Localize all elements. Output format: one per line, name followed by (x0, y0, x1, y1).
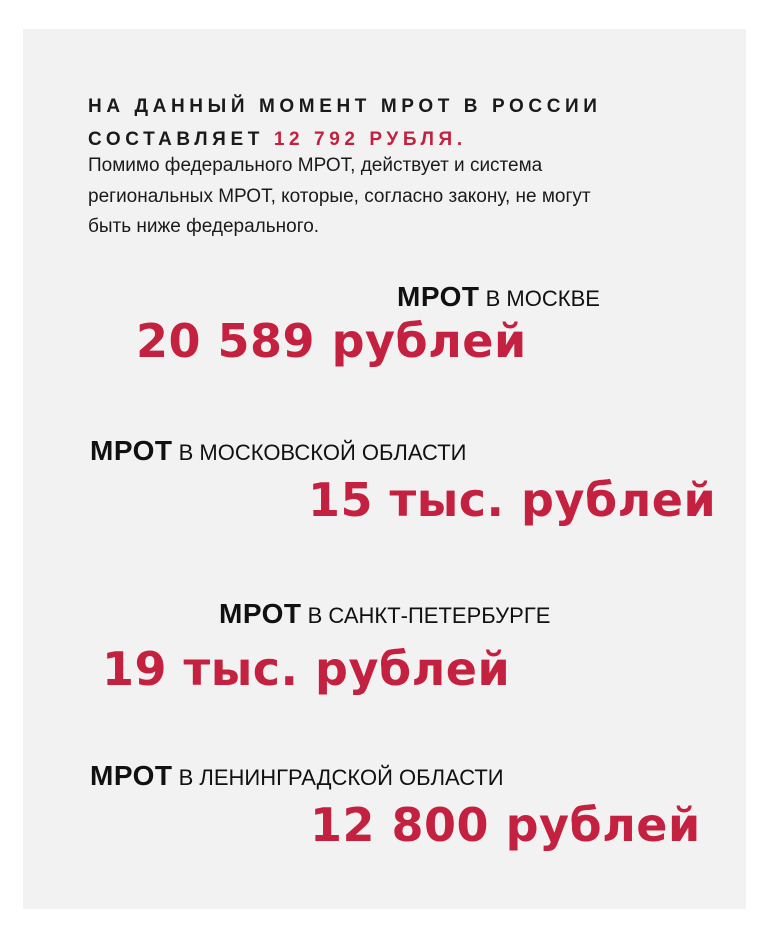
region-name: В МОСКВЕ (485, 286, 600, 311)
mrot-label: МРОТ (219, 598, 302, 629)
region-label-moscow-oblast (90, 435, 466, 467)
mrot-label: МРОТ (90, 760, 173, 791)
headline (88, 90, 602, 156)
mrot-label: МРОТ (90, 435, 173, 466)
headline-line-1: НА ДАННЫЙ МОМЕНТ МРОТ В РОССИИ (88, 96, 602, 117)
federal-mrot-value: 12 792 РУБЛЯ. (273, 129, 467, 150)
amount-leningrad-oblast: 12 800 рублей (310, 798, 701, 852)
mrot-label: МРОТ (397, 281, 480, 312)
region-name: В МОСКОВСКОЙ ОБЛАСТИ (178, 440, 467, 465)
region-label-spb (219, 598, 550, 630)
amount-spb: 19 тыс. рублей (102, 642, 511, 696)
region-label-leningrad-oblast (90, 760, 504, 792)
intro-line-2: региональных МРОТ, которые, согласно закону, не могут (88, 185, 591, 207)
amount-moscow-oblast: 15 тыс. рублей (308, 473, 717, 527)
intro-line-1: Помимо федерального МРОТ, действует и система (88, 155, 543, 176)
region-name: В САНКТ-ПЕТЕРБУРГЕ (307, 603, 551, 628)
intro-line-3: быть ниже федерального. (88, 216, 320, 237)
intro-text (88, 151, 688, 243)
amount-moscow: 20 589 рублей (136, 314, 527, 368)
region-name: В ЛЕНИНГРАДСКОЙ ОБЛАСТИ (178, 765, 504, 790)
headline-prefix: СОСТАВЛЯЕТ (88, 129, 264, 150)
region-label-moscow (397, 281, 600, 313)
